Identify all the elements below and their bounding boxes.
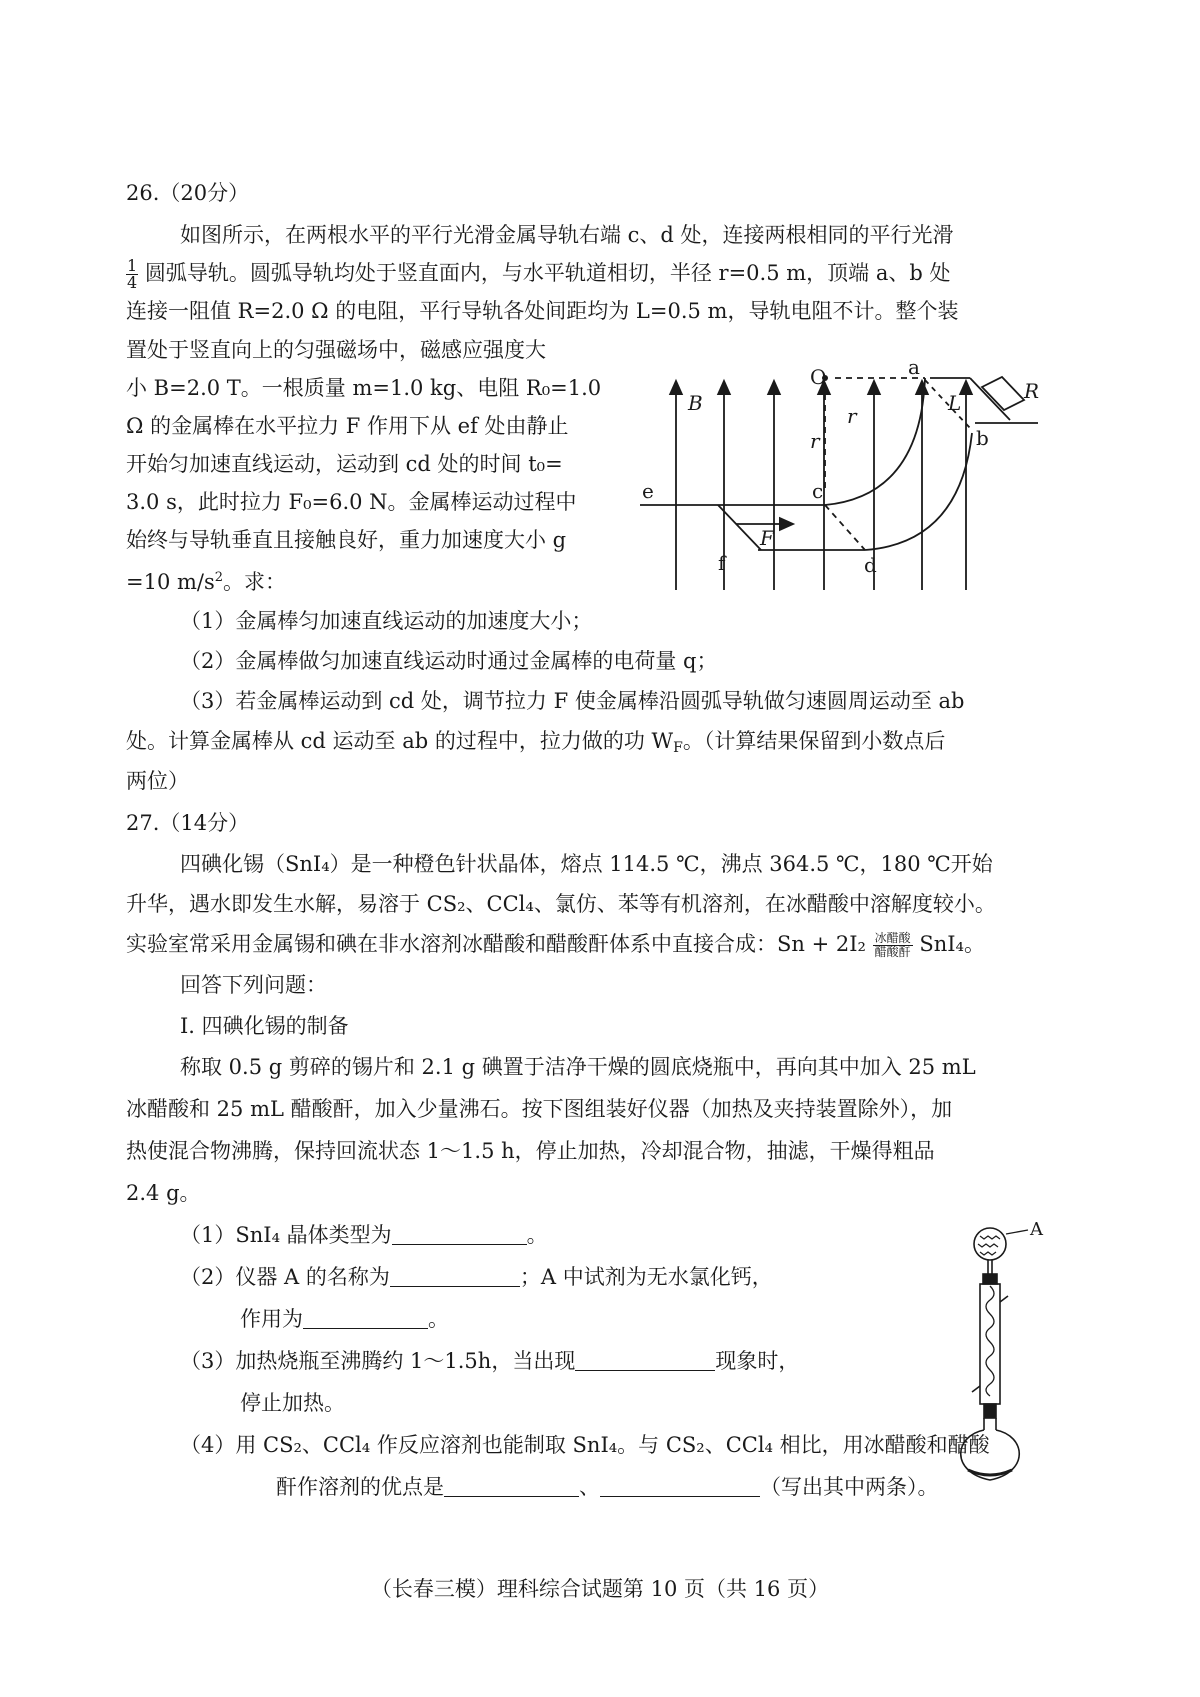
label-c: c <box>812 479 824 503</box>
q26-line4: 置处于竖直向上的匀强磁场中，磁感应强度大 <box>126 338 546 362</box>
q27-line3: 实验室常采用金属锡和碘在非水溶剂冰醋酸和醋酸酐体系中直接合成：Sn + 2I₂ 冰醋酸 醋酸酐 SnI₄。 <box>126 931 985 959</box>
q27-line7: 冰醋酸和 25 mL 醋酸酐，加入少量沸石。按下图组装好仪器（加热及夹持装置除外），加 <box>126 1097 953 1121</box>
q27-sub1: （1）SnI₄ 晶体类型为 。 <box>180 1223 548 1247</box>
label-A: A <box>1030 1219 1043 1240</box>
q26-line3: 连接一阻值 R=2.0 Ω 的电阻，平行导轨各处间距均为 L=0.5 m，导轨电阻不计。整个装 <box>126 299 959 323</box>
q26-line7: 开始匀加速直线运动，运动到 cd 处的时间 t₀= <box>126 452 563 476</box>
stopper <box>983 1274 997 1284</box>
q26-line1: 如图所示，在两根水平的平行光滑金属导轨右端 c、d 处，连接两根相同的平行光滑 <box>180 223 954 247</box>
label-r-side: r <box>810 429 820 453</box>
label-O: O <box>810 365 827 389</box>
answer-blank-3[interactable] <box>575 1348 715 1371</box>
q27-sub4b: 酐作溶剂的优点是 、 （写出其中两条）。 <box>276 1475 939 1499</box>
quarter-fraction: $\frac{1}{4}$ <box>127 256 138 292</box>
page-footer: （长春三模）理科综合试题第 10 页（共 16 页） <box>370 1577 830 1601</box>
round-bottom-flask <box>961 1430 1020 1480</box>
flask-stopper <box>984 1404 996 1418</box>
label-F: F <box>760 526 774 550</box>
q27-line1: 四碘化锡（SnI₄）是一种橙色针状晶体，熔点 114.5 ℃，沸点 364.5 ℃，180 ℃开始 <box>180 852 993 876</box>
q27-line6: 称取 0.5 g 剪碎的锡片和 2.1 g 碘置于洁净干燥的圆底烧瓶中，再向其中加入 25 mL <box>180 1055 976 1079</box>
answer-blank-2b[interactable] <box>303 1306 428 1329</box>
arc-db <box>865 433 972 550</box>
q27-header: 27.（14分） <box>126 811 250 835</box>
q26-line2 <box>126 258 950 291</box>
q26-line6: Ω 的金属棒在水平拉力 F 作用下从 ef 处由静止 <box>126 414 569 438</box>
label-f: f <box>718 551 726 575</box>
q26-line2-text: 圆弧导轨。圆弧导轨均处于竖直面内，与水平轨道相切，半径 r=0.5 m，顶端 a、b 处 <box>144 261 951 285</box>
reaction-condition: 冰醋酸 醋酸酐 <box>874 931 911 959</box>
label-b: b <box>976 426 989 450</box>
q26-line5: 小 B=2.0 T。一根质量 m=1.0 kg、电阻 R₀=1.0 <box>126 376 602 400</box>
label-L: L <box>948 391 962 415</box>
q27-sub2: （2）仪器 A 的名称为 ；A 中试剂为无水氯化钙， <box>180 1265 773 1289</box>
q27-sub3: （3）加热烧瓶至沸腾约 1～1.5h，当出现 现象时， <box>180 1349 800 1373</box>
rail-magnetic-field-diagram <box>640 355 1045 593</box>
q26-line10: =10 $m/s^2$。求： <box>126 570 287 594</box>
q26-part3-line3: 两位） <box>126 769 189 793</box>
condenser <box>980 1284 1000 1404</box>
q26-part2: （2）金属棒做匀加速直线运动时通过金属棒的电荷量 q； <box>180 649 718 673</box>
answer-blank-4b[interactable] <box>600 1474 760 1497</box>
dashed-cd <box>825 505 865 550</box>
q27-line4: 回答下列问题： <box>180 973 327 997</box>
q26-part3-line2: 处。计算金属棒从 cd 运动至 ab 的过程中，拉力做的功 $W_F$。（计算结果保留到小数点后 <box>126 729 946 756</box>
label-r-top: r <box>847 404 857 428</box>
q27-line9: 2.4 g。 <box>126 1181 201 1205</box>
answer-blank-4a[interactable] <box>444 1474 579 1497</box>
q26-line8: 3.0 s，此时拉力 F₀=6.0 N。金属棒运动过程中 <box>126 490 577 514</box>
label-e: e <box>642 479 654 503</box>
reflux-apparatus-diagram <box>950 1219 1070 1484</box>
answer-blank-1[interactable] <box>392 1222 527 1245</box>
resistor <box>982 377 1024 410</box>
q27-line8: 热使混合物沸腾，保持回流状态 1～1.5 h，停止加热，冷却混合物，抽滤，干燥得粗品 <box>126 1139 935 1163</box>
q26-part1: （1）金属棒匀加速直线运动的加速度大小； <box>180 609 593 633</box>
q26-line9: 始终与导轨垂直且接触良好，重力加速度大小 g <box>126 528 567 552</box>
q26-header: 26.（20分） <box>126 181 250 205</box>
q27-sub3b: 停止加热。 <box>240 1391 345 1415</box>
arc-ca <box>825 378 925 505</box>
label-d: d <box>864 553 877 577</box>
q27-sub2b: 作用为 。 <box>240 1307 449 1331</box>
q26-part3-line1: （3）若金属棒运动到 cd 处，调节拉力 F 使金属棒沿圆弧导轨做匀速圆周运动至 ab <box>180 689 965 713</box>
label-a: a <box>908 355 920 379</box>
q27-sub4: （4）用 CS₂、CCl₄ 作反应溶剂也能制取 SnI₄。与 CS₂、CCl₄ 相比，用冰醋酸和醋酸 <box>180 1433 990 1457</box>
label-R: R <box>1024 379 1040 403</box>
q27-line2: 升华，遇水即发生水解，易溶于 CS₂、CCl₄、氯仿、苯等有机溶剂，在冰醋酸中溶解度较小。 <box>126 892 996 916</box>
label-B: B <box>688 391 703 415</box>
q27-section-title: I. 四碘化锡的制备 <box>180 1014 349 1038</box>
answer-blank-2a[interactable] <box>390 1264 520 1287</box>
